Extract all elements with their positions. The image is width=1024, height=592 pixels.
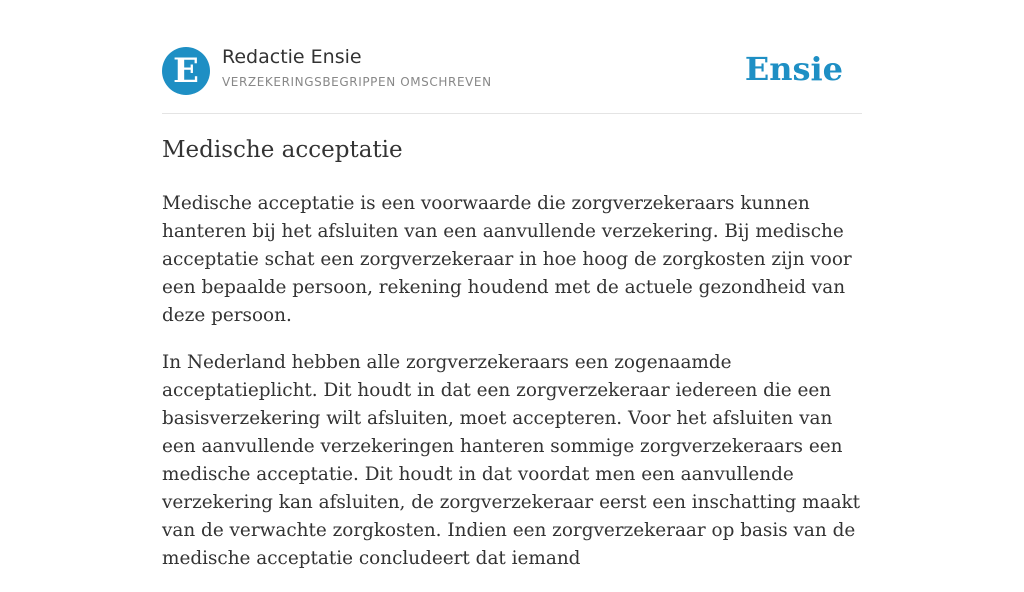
author-subtitle: VERZEKERINGSBEGRIPPEN OMSCHREVEN xyxy=(222,75,492,89)
article-title: Medische acceptatie xyxy=(162,137,403,163)
article-header xyxy=(162,0,862,114)
author-avatar[interactable]: E xyxy=(162,47,210,95)
article-container xyxy=(162,0,862,569)
article-body xyxy=(162,190,864,592)
brand-logo[interactable]: Ensie xyxy=(744,50,843,88)
article-paragraph: Medische acceptatie is een voorwaarde die zorgverzekeraars kunnen hanteren bij het afsluiten van een aanvullende verzekering. Bij medische acceptatie schat een zorgverzekeraar in hoe hoog de zorgkosten zijn voor een bepaalde persoon, rekening houdend met de actuele gezondheid van deze persoon. xyxy=(162,193,852,326)
article-paragraph: In Nederland hebben alle zorgverzekeraars een zogenaamde acceptatieplicht. Dit houdt in dat een zorgverzekeraar iedereen die een basisverzekering wilt afsluiten, moet accepteren. Voor het afsluiten van een aanvullende verzekeringen hanteren sommige zorgverzekeraars een medische acceptatie. Dit houdt in dat voordat men een aanvullende verzekering kan afsluiten, de zorgverzekeraar eerst een inschatting maakt van de verwachte zorgkosten. Indien een zorgverzekeraar op basis van de medische acceptatie concludeert dat iemand xyxy=(162,352,861,569)
author-name[interactable]: Redactie Ensie xyxy=(222,46,362,68)
